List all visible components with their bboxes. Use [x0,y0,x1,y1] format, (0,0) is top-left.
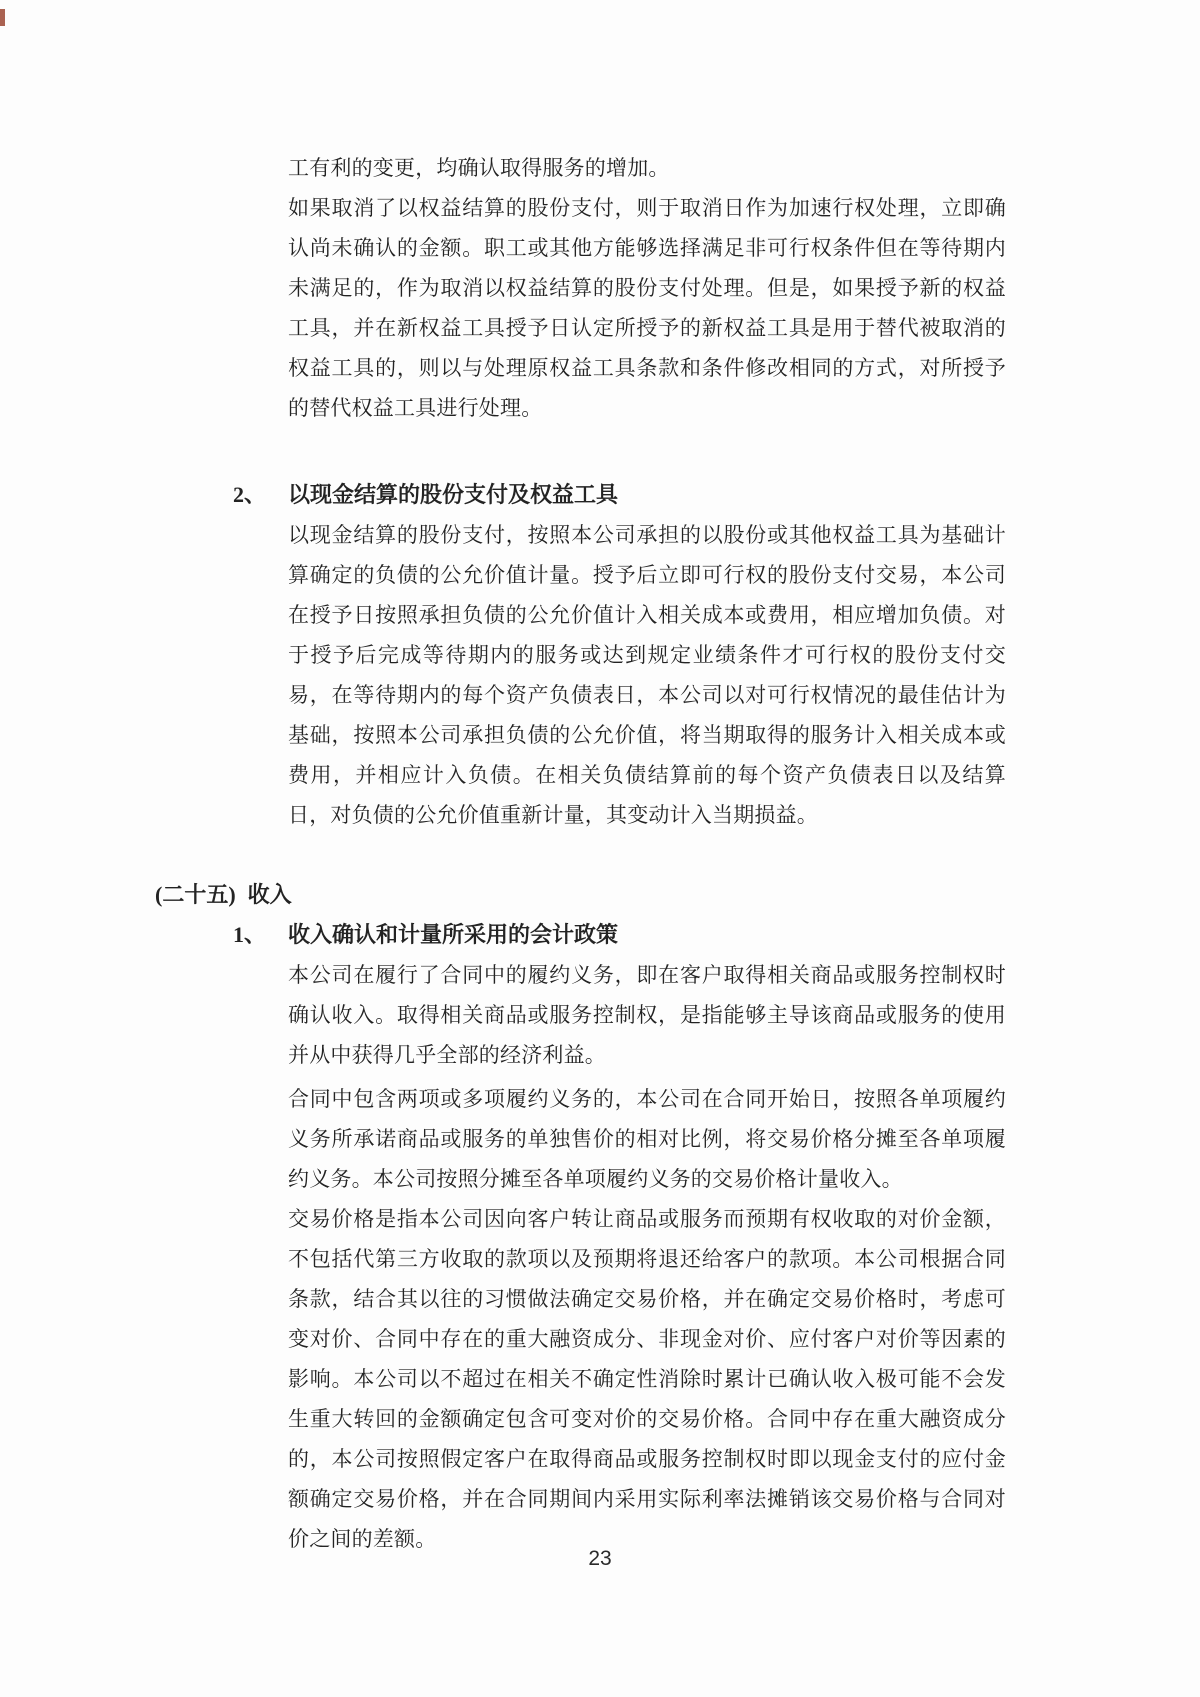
paragraph-cash-settled-body: 以现金结算的股份支付，按照本公司承担的以股份或其他权益工具为基础计算确定的负债的公允价值计量。授予后立即可行权的股份支付交易，本公司在授予日按照承担负债的公允价值计入相关成本或费用，相应增加负债。对于授予后完成等待期内的服务或达到规定业绩条件才可行权的股份支付交易，在等待期内的每个资产负债表日，本公司以对可行权情况的最佳估计为基础，按照本公司承担负债的公允价值，将当期取得的服务计入相关成本或费用，并相应计入负债。在相关负债结算前的每个资产负债表日以及结算日，对负债的公允价值重新计量，其变动计入当期损益。 [288,523,1006,827]
heading-revenue-section [155,875,1015,915]
section-title: 收入 [247,882,292,907]
paragraph-continuation: 工有利的变更，均确认取得服务的增加。 [288,156,670,180]
document-body [155,148,1015,1559]
paragraph-transaction-price: 交易价格是指本公司因向客户转让商品或服务而预期有权收取的对价金额，不包括代第三方收取的款项以及预期将退还给客户的款项。本公司根据合同条款，结合其以往的习惯做法确定交易价格，并在确定交易价格时，考虑可变对价、合同中存在的重大融资成分、非现金对价、应付客户对价等因素的影响。本公司以不超过在相关不确定性消除时累计已确认收入极可能不会发生重大转回的金额确定包含可变对价的交易价格。合同中存在重大融资成分的，本公司按照假定客户在取得商品或服务控制权时即以现金支付的应付金额确定交易价格，并在合同期间内采用实际利率法摊销该交易价格与合同对价之间的差额。 [288,1207,1006,1551]
paragraph-revenue-recognition: 本公司在履行了合同中的履约义务，即在客户取得相关商品或服务控制权时确认收入。取得相关商品或服务控制权，是指能够主导该商品或服务的使用并从中获得几乎全部的经济利益。 [288,963,1006,1067]
paragraph-cancellation: 如果取消了以权益结算的股份支付，则于取消日作为加速行权处理，立即确认尚未确认的金额。职工或其他方能够选择满足非可行权条件但在等待期内未满足的，作为取消以权益结算的股份支付处理。但是，如果授予新的权益工具，并在新权益工具授予日认定所授予的新权益工具是用于替代被取消的权益工具的，则以与处理原权益工具条款和条件修改相同的方式，对所授予的替代权益工具进行处理。 [288,196,1006,420]
paragraph-performance-obligations: 合同中包含两项或多项履约义务的，本公司在合同开始日，按照各单项履约义务所承诺商品或服务的单独售价的相对比例，将交易价格分摊至各单项履约义务。本公司按照分摊至各单项履约义务的交易价格计量收入。 [288,1087,1006,1191]
section-number: (二十五) [155,882,236,907]
heading-cash-settled-share-payment [233,475,1015,515]
heading-title: 收入确认和计量所采用的会计政策 [288,922,619,947]
scan-artifact [0,9,5,26]
heading-revenue-policy [233,915,1015,955]
heading-number: 1、 [233,922,267,947]
page-number: 23 [588,1547,612,1570]
heading-number: 2、 [233,482,267,507]
heading-title: 以现金结算的股份支付及权益工具 [288,482,619,507]
